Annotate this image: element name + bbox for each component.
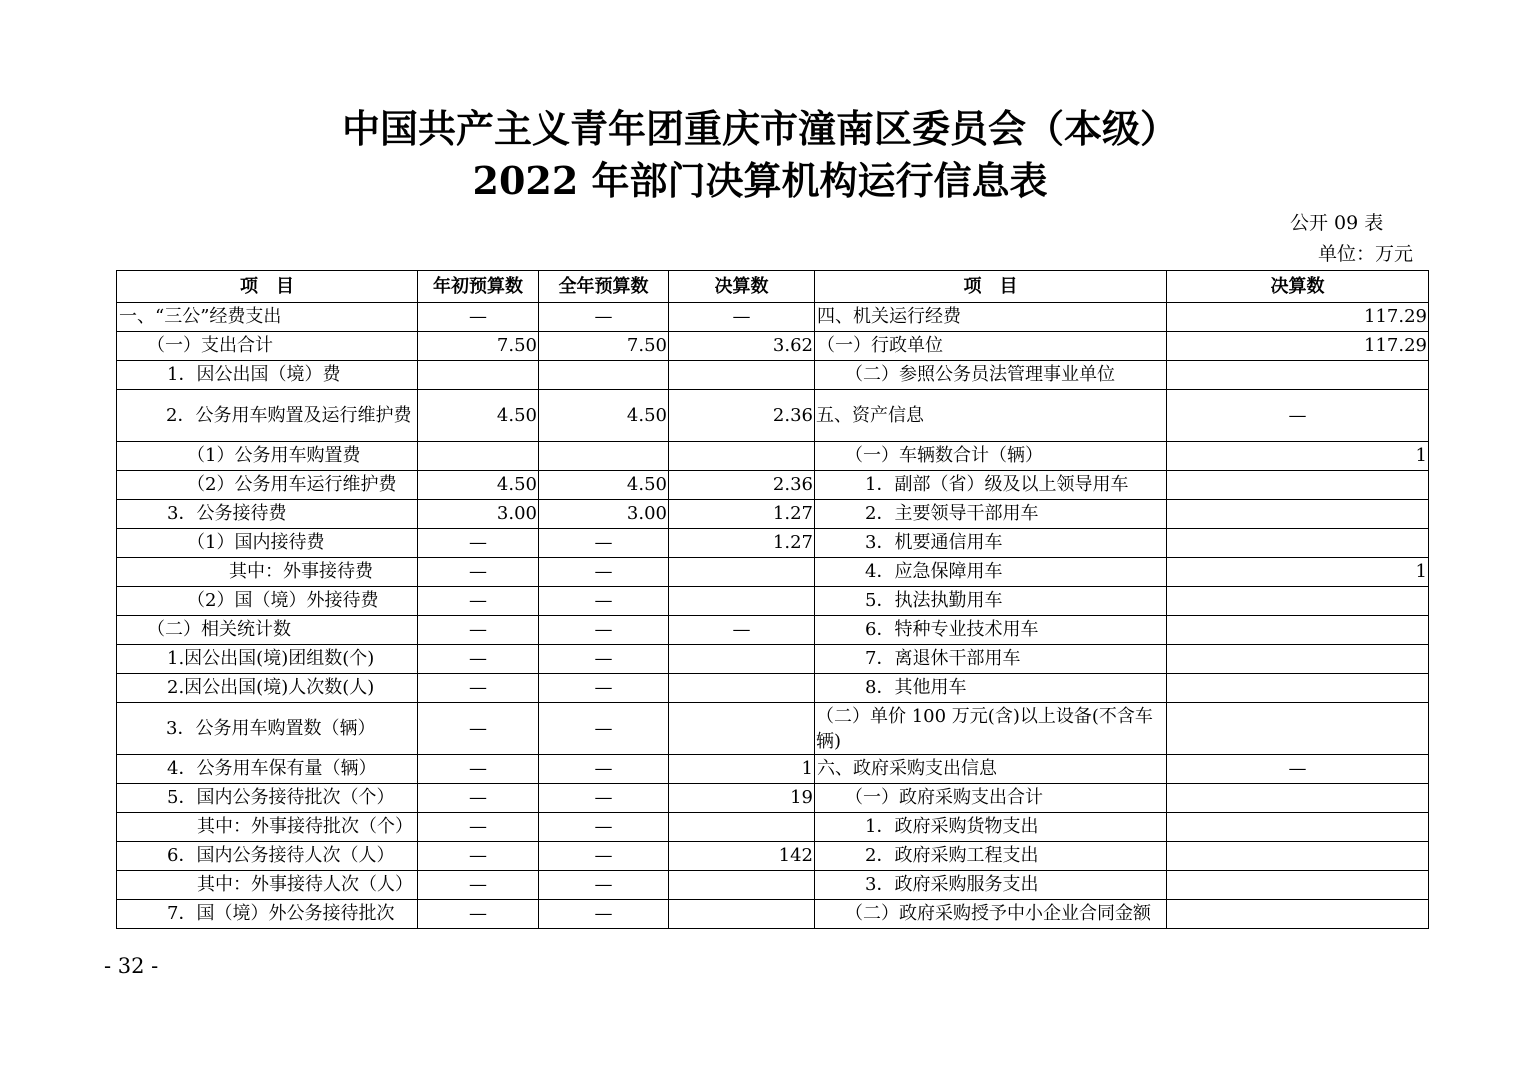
budget-table	[116, 270, 1429, 929]
unit-label: 单位：万元	[1318, 243, 1414, 265]
table-row	[117, 587, 1429, 616]
table-cell-c1: （1）公务用车购置费	[117, 442, 418, 471]
table-row	[117, 390, 1429, 442]
table-cell-c4	[669, 871, 815, 900]
table-cell-c1: （1）国内接待费	[117, 529, 418, 558]
table-cell-c1: 2.因公出国(境)人次数(人)	[117, 674, 418, 703]
table-cell-c1: 1．因公出国（境）费	[117, 361, 418, 390]
table-cell-c4	[669, 558, 815, 587]
table-cell-c6	[1167, 842, 1429, 871]
table-cell-c5: （二）参照公务员法管理事业单位	[815, 361, 1167, 390]
table-cell-c3: —	[539, 755, 669, 784]
page-number: - 32 -	[104, 954, 159, 978]
table-cell-c1: 2．公务用车购置及运行维护费	[117, 390, 418, 442]
table-cell-c6: 1	[1167, 558, 1429, 587]
table-cell-c5: 7．离退休干部用车	[815, 645, 1167, 674]
table-cell-c3: 3.00	[539, 500, 669, 529]
table-cell-c6	[1167, 500, 1429, 529]
table-cell-c5: 1．政府采购货物支出	[815, 813, 1167, 842]
header-final-accounts-right: 决算数	[1167, 271, 1429, 303]
table-cell-c2: —	[418, 529, 539, 558]
table-cell-c4	[669, 813, 815, 842]
table-cell-c2: 7.50	[418, 332, 539, 361]
table-cell-c6	[1167, 529, 1429, 558]
table-cell-c4: —	[669, 616, 815, 645]
table-cell-c1: （一）支出合计	[117, 332, 418, 361]
table-cell-c2: —	[418, 842, 539, 871]
table-row	[117, 361, 1429, 390]
table-cell-c2	[418, 442, 539, 471]
table-row	[117, 558, 1429, 587]
table-cell-c4: 142	[669, 842, 815, 871]
table-row	[117, 703, 1429, 755]
table-cell-c6: 1	[1167, 442, 1429, 471]
table-cell-c2: 4.50	[418, 390, 539, 442]
table-cell-c4	[669, 900, 815, 929]
table-cell-c4	[669, 674, 815, 703]
table-cell-c6: 117.29	[1167, 303, 1429, 332]
table-cell-c3: 7.50	[539, 332, 669, 361]
table-cell-c2: —	[418, 703, 539, 755]
table-cell-c2: —	[418, 755, 539, 784]
table-cell-c6: —	[1167, 755, 1429, 784]
table-cell-c4	[669, 587, 815, 616]
table-cell-c2: —	[418, 871, 539, 900]
table-row	[117, 842, 1429, 871]
table-cell-c2	[418, 361, 539, 390]
table-cell-c5: 6．特种专业技术用车	[815, 616, 1167, 645]
table-cell-c3: —	[539, 871, 669, 900]
table-cell-c1: 6．国内公务接待人次（人）	[117, 842, 418, 871]
table-cell-c1: 1.因公出国(境)团组数(个)	[117, 645, 418, 674]
table-cell-c3: —	[539, 703, 669, 755]
table-cell-c4: 1.27	[669, 500, 815, 529]
table-row	[117, 332, 1429, 361]
table-cell-c6	[1167, 587, 1429, 616]
table-cell-c4: 19	[669, 784, 815, 813]
table-cell-c1: 一、“三公”经费支出	[117, 303, 418, 332]
table-cell-c6	[1167, 813, 1429, 842]
table-cell-c6	[1167, 900, 1429, 929]
table-cell-c1: 5．国内公务接待批次（个）	[117, 784, 418, 813]
table-cell-c2: —	[418, 558, 539, 587]
table-cell-c6	[1167, 674, 1429, 703]
table-cell-c3: —	[539, 842, 669, 871]
table-cell-c5: 8．其他用车	[815, 674, 1167, 703]
header-item-left: 项 目	[117, 271, 418, 303]
table-cell-c3: —	[539, 529, 669, 558]
table-row	[117, 813, 1429, 842]
table-cell-c5: （一）政府采购支出合计	[815, 784, 1167, 813]
table-row	[117, 645, 1429, 674]
table-cell-c1: 7．国（境）外公务接待批次	[117, 900, 418, 929]
table-cell-c3: —	[539, 558, 669, 587]
table-cell-c5: 四、机关运行经费	[815, 303, 1167, 332]
table-cell-c6	[1167, 616, 1429, 645]
table-cell-c6	[1167, 784, 1429, 813]
table-cell-c6	[1167, 645, 1429, 674]
table-cell-c2: —	[418, 900, 539, 929]
table-cell-c4: 1	[669, 755, 815, 784]
table-cell-c6	[1167, 361, 1429, 390]
table-cell-c4: —	[669, 303, 815, 332]
table-cell-c5: （一）行政单位	[815, 332, 1167, 361]
table-cell-c4: 2.36	[669, 390, 815, 442]
table-cell-c3	[539, 361, 669, 390]
document-title-line2: 2022 年部门决算机构运行信息表	[472, 158, 1048, 203]
document-title-line1: 中国共产主义青年团重庆市潼南区委员会（本级）	[341, 106, 1178, 151]
table-cell-c3: —	[539, 813, 669, 842]
table-cell-c3: —	[539, 674, 669, 703]
table-row	[117, 303, 1429, 332]
table-cell-c5: 4．应急保障用车	[815, 558, 1167, 587]
table-cell-c1: 其中：外事接待批次（个）	[117, 813, 418, 842]
table-cell-c1: 3．公务接待费	[117, 500, 418, 529]
table-cell-c2: —	[418, 813, 539, 842]
table-cell-c1: 其中：外事接待人次（人）	[117, 871, 418, 900]
table-cell-c3: —	[539, 303, 669, 332]
table-cell-c2: —	[418, 616, 539, 645]
table-cell-c4	[669, 645, 815, 674]
table-cell-c2: —	[418, 784, 539, 813]
table-row	[117, 871, 1429, 900]
table-cell-c5: （二）单价 100 万元(含)以上设备(不含车辆)	[815, 703, 1167, 755]
table-cell-c5: 2．政府采购工程支出	[815, 842, 1167, 871]
table-cell-c3: —	[539, 587, 669, 616]
table-row	[117, 674, 1429, 703]
table-cell-c2: —	[418, 645, 539, 674]
table-cell-c1: （二）相关统计数	[117, 616, 418, 645]
table-code: 公开 09 表	[1290, 212, 1384, 234]
table-cell-c2: —	[418, 303, 539, 332]
table-cell-c4: 3.62	[669, 332, 815, 361]
table-cell-c5: 5．执法执勤用车	[815, 587, 1167, 616]
table-cell-c5: 3．机要通信用车	[815, 529, 1167, 558]
table-cell-c5: 1．副部（省）级及以上领导用车	[815, 471, 1167, 500]
table-row	[117, 529, 1429, 558]
table-header-row	[117, 271, 1429, 303]
table-cell-c5: 五、资产信息	[815, 390, 1167, 442]
table-cell-c4	[669, 703, 815, 755]
header-annual-budget: 全年预算数	[539, 271, 669, 303]
table-cell-c3: —	[539, 645, 669, 674]
table-row	[117, 442, 1429, 471]
table-cell-c5: 2．主要领导干部用车	[815, 500, 1167, 529]
table-cell-c4	[669, 361, 815, 390]
table-cell-c3: —	[539, 784, 669, 813]
table-cell-c2: —	[418, 587, 539, 616]
header-final-accounts-left: 决算数	[669, 271, 815, 303]
table-row	[117, 900, 1429, 929]
table-row	[117, 616, 1429, 645]
table-cell-c5: （二）政府采购授予中小企业合同金额	[815, 900, 1167, 929]
table-cell-c4: 1.27	[669, 529, 815, 558]
table-cell-c3: —	[539, 900, 669, 929]
table-cell-c6	[1167, 471, 1429, 500]
table-cell-c5: （一）车辆数合计（辆）	[815, 442, 1167, 471]
table-cell-c2: 3.00	[418, 500, 539, 529]
table-row	[117, 755, 1429, 784]
table-cell-c3: —	[539, 616, 669, 645]
table-cell-c1: （2）公务用车运行维护费	[117, 471, 418, 500]
table-cell-c6: —	[1167, 390, 1429, 442]
table-cell-c3: 4.50	[539, 471, 669, 500]
table-cell-c2: —	[418, 674, 539, 703]
header-item-right: 项 目	[815, 271, 1167, 303]
table-body	[117, 303, 1429, 929]
table-cell-c6: 117.29	[1167, 332, 1429, 361]
header-initial-budget: 年初预算数	[418, 271, 539, 303]
table-cell-c1: 其中：外事接待费	[117, 558, 418, 587]
table-row	[117, 500, 1429, 529]
table-cell-c4	[669, 442, 815, 471]
table-row	[117, 784, 1429, 813]
table-cell-c6	[1167, 871, 1429, 900]
table-cell-c1: （2）国（境）外接待费	[117, 587, 418, 616]
table-cell-c1: 3．公务用车购置数（辆）	[117, 703, 418, 755]
table-cell-c2: 4.50	[418, 471, 539, 500]
table-row	[117, 471, 1429, 500]
table-cell-c5: 六、政府采购支出信息	[815, 755, 1167, 784]
table-cell-c1: 4．公务用车保有量（辆）	[117, 755, 418, 784]
table-cell-c4: 2.36	[669, 471, 815, 500]
table-cell-c6	[1167, 703, 1429, 755]
table-cell-c3	[539, 442, 669, 471]
table-cell-c3: 4.50	[539, 390, 669, 442]
table-cell-c5: 3．政府采购服务支出	[815, 871, 1167, 900]
